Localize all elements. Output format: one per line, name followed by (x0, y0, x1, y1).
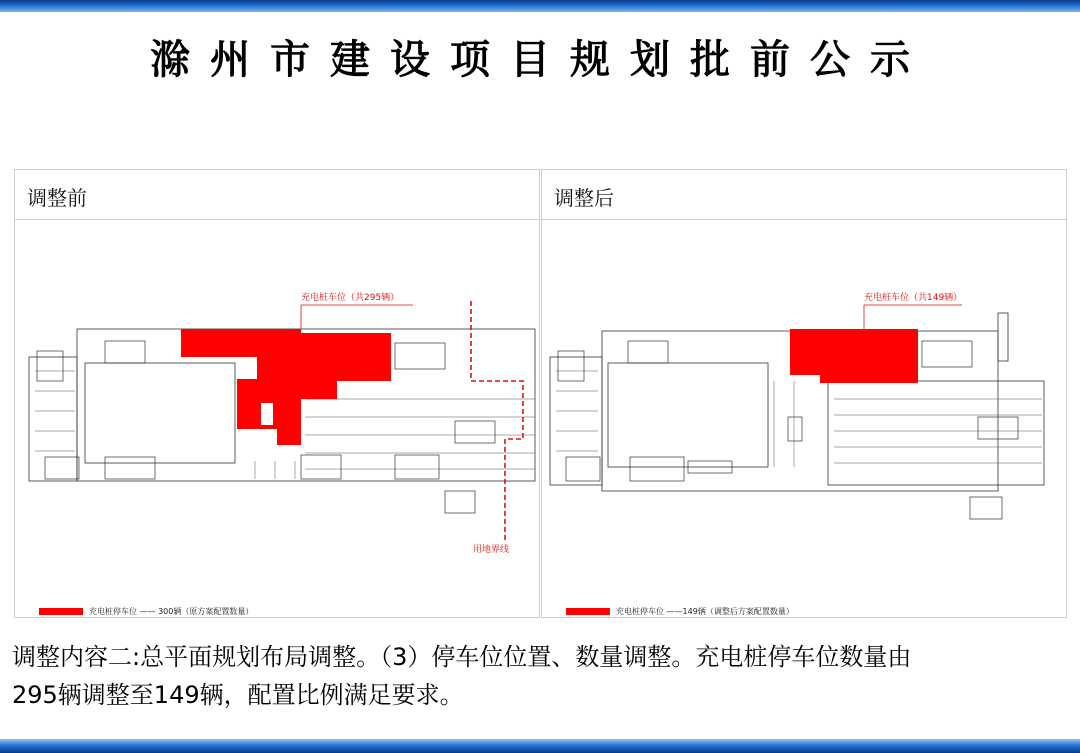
top-decorative-band (0, 0, 1080, 12)
caption-line-2: 295辆调整至149辆，配置比例满足要求。 (12, 681, 464, 709)
site-plan-before (15, 221, 539, 617)
legend-item-after: 充电桩停车位 (616, 607, 664, 616)
legend-swatch-before (39, 608, 83, 615)
panel-after (541, 169, 1067, 618)
charging-spaces-label-after: 充电桩车位（共149辆） (864, 293, 963, 303)
page-title: 滁州市建设项目规划批前公示 (150, 36, 930, 83)
site-plan-after (542, 221, 1066, 617)
site-boundary-label: 用地界线 (473, 545, 510, 555)
legend-after (616, 606, 794, 617)
adjustment-description (0, 638, 1080, 714)
legend-item-before: 充电桩停车位 (89, 607, 137, 616)
legend-swatch-after (566, 608, 610, 615)
bottom-decorative-band (0, 739, 1080, 753)
legend-before (89, 606, 253, 617)
caption-line-1: 调整内容二:总平面规划布局调整。（3）停车位位置、数量调整。充电桩停车位数量由 (12, 643, 912, 671)
panel-after-label: 调整后 (542, 170, 1066, 220)
legend-value-after: ——149辆（调整后方案配置数量） (666, 607, 794, 616)
panel-before (14, 169, 540, 618)
panel-before-label: 调整前 (15, 170, 539, 220)
charging-spaces-label-before: 充电桩车位（共295辆） (301, 293, 400, 303)
legend-value-before: —— 300辆（原方案配置数量） (139, 607, 254, 616)
